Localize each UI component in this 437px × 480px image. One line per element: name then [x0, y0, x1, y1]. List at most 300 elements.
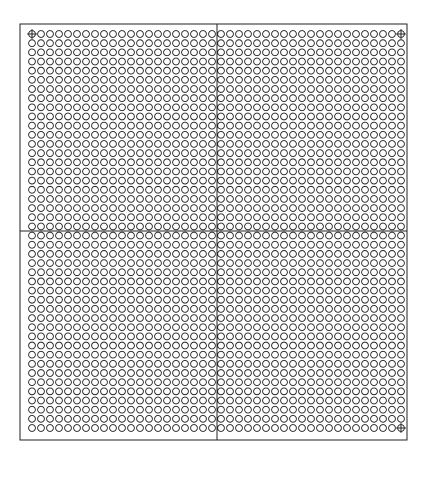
solder-ball [182, 95, 189, 102]
solder-ball [101, 397, 108, 404]
solder-ball [209, 159, 216, 166]
solder-ball [191, 333, 198, 340]
solder-ball [119, 241, 126, 248]
solder-ball [362, 104, 369, 111]
solder-ball [137, 324, 144, 331]
solder-ball [173, 315, 180, 322]
solder-ball [389, 360, 396, 367]
solder-ball [47, 269, 54, 276]
solder-ball [155, 232, 162, 239]
solder-ball [362, 58, 369, 65]
solder-ball [263, 379, 270, 386]
solder-ball [173, 406, 180, 413]
solder-ball [281, 370, 288, 377]
solder-ball [83, 177, 90, 184]
solder-ball [110, 342, 117, 349]
solder-ball [263, 333, 270, 340]
solder-ball [155, 205, 162, 212]
solder-ball [146, 251, 153, 258]
solder-ball [110, 360, 117, 367]
solder-ball [344, 351, 351, 358]
solder-ball [101, 150, 108, 157]
solder-ball [38, 31, 45, 38]
solder-ball [29, 76, 36, 83]
solder-ball [164, 150, 171, 157]
solder-ball [218, 241, 225, 248]
solder-ball [380, 278, 387, 285]
solder-ball [398, 141, 405, 148]
solder-ball [362, 315, 369, 322]
solder-ball [335, 305, 342, 312]
solder-ball [137, 241, 144, 248]
solder-ball [47, 131, 54, 138]
solder-ball [119, 223, 126, 230]
solder-ball [74, 296, 81, 303]
solder-ball [281, 196, 288, 203]
solder-ball [164, 159, 171, 166]
solder-ball [110, 241, 117, 248]
solder-ball [155, 168, 162, 175]
solder-ball [182, 141, 189, 148]
solder-ball [209, 269, 216, 276]
solder-ball [335, 95, 342, 102]
solder-ball [83, 315, 90, 322]
solder-ball [263, 269, 270, 276]
solder-ball [65, 241, 72, 248]
solder-ball [236, 186, 243, 193]
solder-ball [281, 241, 288, 248]
solder-ball [200, 241, 207, 248]
solder-ball [398, 205, 405, 212]
solder-ball [92, 122, 99, 129]
solder-ball [272, 251, 279, 258]
solder-ball [299, 159, 306, 166]
solder-ball [65, 131, 72, 138]
solder-ball [92, 86, 99, 93]
solder-ball [290, 305, 297, 312]
solder-ball [398, 287, 405, 294]
solder-ball [56, 397, 63, 404]
solder-ball [335, 177, 342, 184]
solder-ball [335, 150, 342, 157]
solder-ball [326, 260, 333, 267]
solder-ball [128, 214, 135, 221]
solder-ball [200, 86, 207, 93]
solder-ball [380, 324, 387, 331]
solder-ball [326, 95, 333, 102]
solder-ball [164, 141, 171, 148]
solder-ball [263, 49, 270, 56]
solder-ball [110, 388, 117, 395]
solder-ball [263, 214, 270, 221]
solder-ball [38, 95, 45, 102]
solder-ball [353, 186, 360, 193]
solder-ball [173, 186, 180, 193]
solder-ball [101, 342, 108, 349]
solder-ball [137, 425, 144, 432]
solder-ball [92, 141, 99, 148]
solder-ball [65, 251, 72, 258]
solder-ball [389, 40, 396, 47]
solder-ball [101, 49, 108, 56]
solder-ball [128, 159, 135, 166]
solder-ball [290, 49, 297, 56]
solder-ball [164, 351, 171, 358]
solder-ball [200, 168, 207, 175]
solder-ball [155, 251, 162, 258]
solder-ball [371, 296, 378, 303]
solder-ball [272, 95, 279, 102]
solder-ball [335, 315, 342, 322]
solder-ball [92, 196, 99, 203]
solder-ball [272, 76, 279, 83]
solder-ball [290, 223, 297, 230]
solder-ball [182, 49, 189, 56]
solder-ball [38, 379, 45, 386]
solder-ball [281, 113, 288, 120]
solder-ball [128, 333, 135, 340]
solder-ball [299, 205, 306, 212]
solder-ball [83, 324, 90, 331]
solder-ball [308, 296, 315, 303]
solder-ball [308, 425, 315, 432]
solder-ball [200, 49, 207, 56]
solder-ball [101, 76, 108, 83]
solder-ball [74, 342, 81, 349]
solder-ball [155, 67, 162, 74]
solder-ball [128, 150, 135, 157]
solder-ball [38, 351, 45, 358]
solder-ball [398, 260, 405, 267]
solder-ball [173, 287, 180, 294]
solder-ball [344, 360, 351, 367]
solder-ball [308, 40, 315, 47]
solder-ball [209, 186, 216, 193]
solder-ball [335, 388, 342, 395]
solder-ball [155, 342, 162, 349]
solder-ball [164, 131, 171, 138]
solder-ball [362, 379, 369, 386]
solder-ball [380, 67, 387, 74]
solder-ball [92, 95, 99, 102]
solder-ball [290, 95, 297, 102]
solder-ball [236, 251, 243, 258]
solder-ball [137, 397, 144, 404]
solder-ball [290, 86, 297, 93]
solder-ball [380, 296, 387, 303]
solder-ball [182, 241, 189, 248]
solder-ball [380, 186, 387, 193]
solder-ball [380, 214, 387, 221]
solder-ball [326, 31, 333, 38]
solder-ball [380, 333, 387, 340]
solder-ball [110, 40, 117, 47]
solder-ball [272, 104, 279, 111]
solder-ball [191, 150, 198, 157]
solder-ball [290, 232, 297, 239]
solder-ball [155, 122, 162, 129]
solder-ball [398, 251, 405, 258]
solder-ball [119, 260, 126, 267]
solder-ball [236, 196, 243, 203]
solder-ball [209, 415, 216, 422]
solder-ball [101, 305, 108, 312]
solder-ball [146, 406, 153, 413]
solder-ball [389, 251, 396, 258]
solder-ball [353, 214, 360, 221]
solder-ball [371, 113, 378, 120]
solder-ball [326, 40, 333, 47]
solder-ball [155, 397, 162, 404]
solder-ball [137, 351, 144, 358]
solder-ball [254, 67, 261, 74]
solder-ball [38, 40, 45, 47]
solder-ball [236, 177, 243, 184]
solder-ball [362, 196, 369, 203]
solder-ball [191, 177, 198, 184]
solder-ball [119, 168, 126, 175]
solder-ball [209, 333, 216, 340]
solder-ball [353, 388, 360, 395]
solder-ball [200, 251, 207, 258]
solder-ball [191, 141, 198, 148]
solder-ball [137, 177, 144, 184]
solder-ball [299, 287, 306, 294]
solder-ball [254, 287, 261, 294]
solder-ball [128, 86, 135, 93]
solder-ball [389, 241, 396, 248]
solder-ball [227, 31, 234, 38]
solder-ball [362, 351, 369, 358]
solder-ball [380, 360, 387, 367]
solder-ball [362, 168, 369, 175]
solder-ball [389, 186, 396, 193]
solder-ball [209, 214, 216, 221]
solder-ball [56, 232, 63, 239]
solder-ball [263, 351, 270, 358]
solder-ball [29, 351, 36, 358]
solder-ball [326, 425, 333, 432]
solder-ball [254, 241, 261, 248]
solder-ball [83, 406, 90, 413]
solder-ball [65, 214, 72, 221]
solder-ball [29, 205, 36, 212]
solder-ball [299, 241, 306, 248]
solder-ball [65, 360, 72, 367]
solder-ball [182, 397, 189, 404]
solder-ball [371, 186, 378, 193]
solder-ball [182, 425, 189, 432]
solder-ball [308, 113, 315, 120]
solder-ball [29, 415, 36, 422]
solder-ball [191, 342, 198, 349]
solder-ball [308, 122, 315, 129]
solder-ball [119, 324, 126, 331]
solder-ball [38, 333, 45, 340]
solder-ball [317, 415, 324, 422]
solder-ball [173, 141, 180, 148]
solder-ball [56, 31, 63, 38]
solder-ball [74, 40, 81, 47]
solder-ball [272, 122, 279, 129]
solder-ball [272, 223, 279, 230]
solder-ball [128, 76, 135, 83]
solder-ball [146, 150, 153, 157]
solder-ball [83, 425, 90, 432]
solder-ball [326, 67, 333, 74]
solder-ball [74, 95, 81, 102]
solder-ball [173, 425, 180, 432]
solder-ball [335, 360, 342, 367]
solder-ball [344, 49, 351, 56]
solder-ball [290, 251, 297, 258]
solder-ball [173, 324, 180, 331]
solder-ball [245, 205, 252, 212]
solder-ball [83, 40, 90, 47]
solder-ball [371, 324, 378, 331]
solder-ball [308, 360, 315, 367]
solder-ball [380, 86, 387, 93]
solder-ball [335, 324, 342, 331]
solder-ball [281, 159, 288, 166]
solder-ball [137, 415, 144, 422]
solder-ball [65, 122, 72, 129]
solder-ball [209, 177, 216, 184]
solder-ball [227, 305, 234, 312]
solder-ball [389, 177, 396, 184]
solder-ball [209, 379, 216, 386]
solder-ball [344, 388, 351, 395]
solder-ball [317, 86, 324, 93]
solder-ball [83, 113, 90, 120]
solder-ball [227, 415, 234, 422]
solder-ball [110, 333, 117, 340]
solder-ball [353, 113, 360, 120]
solder-ball [119, 40, 126, 47]
solder-ball [353, 269, 360, 276]
solder-ball [326, 205, 333, 212]
solder-ball [254, 49, 261, 56]
solder-ball [254, 205, 261, 212]
solder-ball [47, 113, 54, 120]
solder-ball [74, 177, 81, 184]
solder-ball [209, 324, 216, 331]
solder-ball [83, 168, 90, 175]
solder-ball [218, 251, 225, 258]
solder-ball [29, 425, 36, 432]
solder-ball [119, 58, 126, 65]
solder-ball [128, 58, 135, 65]
solder-ball [191, 315, 198, 322]
solder-ball [155, 333, 162, 340]
solder-ball [290, 150, 297, 157]
solder-ball [398, 223, 405, 230]
solder-ball [290, 168, 297, 175]
solder-ball [137, 269, 144, 276]
solder-ball [335, 370, 342, 377]
solder-ball [74, 76, 81, 83]
solder-ball [362, 269, 369, 276]
solder-ball [398, 324, 405, 331]
solder-ball [227, 397, 234, 404]
solder-ball [56, 177, 63, 184]
solder-ball [398, 278, 405, 285]
solder-ball [218, 76, 225, 83]
solder-ball [209, 150, 216, 157]
solder-ball [83, 122, 90, 129]
solder-ball [371, 379, 378, 386]
solder-ball [110, 196, 117, 203]
solder-ball [47, 150, 54, 157]
solder-ball [101, 324, 108, 331]
solder-ball [29, 168, 36, 175]
solder-ball [137, 76, 144, 83]
solder-ball [299, 214, 306, 221]
solder-ball [29, 260, 36, 267]
solder-ball [128, 196, 135, 203]
solder-ball [164, 287, 171, 294]
solder-ball [236, 86, 243, 93]
solder-ball [308, 150, 315, 157]
solder-ball [308, 186, 315, 193]
solder-ball [380, 269, 387, 276]
solder-ball [146, 186, 153, 193]
solder-ball [218, 131, 225, 138]
solder-ball [299, 324, 306, 331]
solder-ball [254, 370, 261, 377]
solder-ball [128, 315, 135, 322]
solder-ball [29, 49, 36, 56]
solder-ball [398, 49, 405, 56]
solder-ball [218, 159, 225, 166]
solder-ball [191, 122, 198, 129]
solder-ball [65, 159, 72, 166]
solder-ball [65, 232, 72, 239]
solder-ball [236, 260, 243, 267]
fiducial-crosshair-icon [396, 29, 406, 39]
solder-ball [344, 278, 351, 285]
solder-ball [326, 315, 333, 322]
solder-ball [110, 287, 117, 294]
solder-ball [110, 269, 117, 276]
solder-ball [164, 388, 171, 395]
solder-ball [353, 425, 360, 432]
solder-ball [119, 415, 126, 422]
solder-ball [308, 324, 315, 331]
solder-ball [254, 351, 261, 358]
solder-ball [245, 315, 252, 322]
solder-ball [101, 58, 108, 65]
solder-ball [209, 351, 216, 358]
solder-ball [92, 241, 99, 248]
solder-ball [272, 159, 279, 166]
solder-ball [182, 406, 189, 413]
solder-ball [344, 196, 351, 203]
solder-ball [326, 324, 333, 331]
solder-ball [101, 67, 108, 74]
solder-ball [74, 305, 81, 312]
solder-ball [344, 232, 351, 239]
solder-ball [128, 388, 135, 395]
solder-ball [164, 397, 171, 404]
solder-ball [353, 342, 360, 349]
solder-ball [146, 31, 153, 38]
solder-ball [101, 278, 108, 285]
solder-ball [317, 131, 324, 138]
solder-ball [29, 269, 36, 276]
solder-ball [182, 370, 189, 377]
solder-ball [308, 58, 315, 65]
